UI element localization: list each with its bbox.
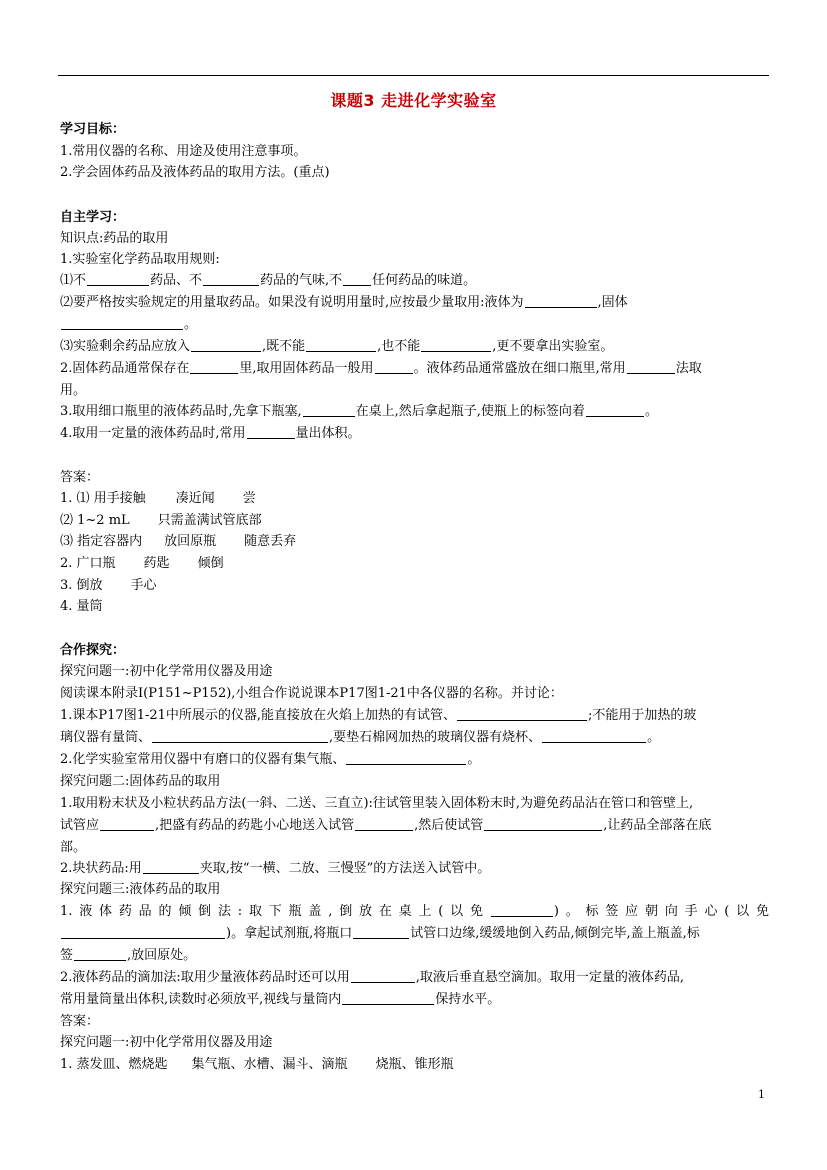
goal-item-2: 2.学会固体药品及液体药品的取用方法。(重点) [60,165,330,180]
answer-row: 2. 广口瓶 药匙 倾倒 [60,556,224,571]
answer-heading: 答案： [60,1014,100,1029]
answer-row: 1. ⑴ 用手接触 凑近闻 尝 [60,491,256,506]
rule-3: ⑶实验剩余药品应放入 ,既不能 ,也不能 ,更不要拿出实验室。 [60,339,614,354]
fill-blank[interactable] [353,925,409,939]
fill-blank[interactable] [586,403,644,417]
answer-row: 4. 量筒 [60,599,103,614]
inquiry-3-title: 探究问题三:液体药品的取用 [60,882,221,897]
inquiry-1-intro: 阅读课本附录Ⅰ(P151~P152),小组合作说说课本P17图1-21中各仪器的名称。并讨论： [60,686,563,701]
question-3: 3.取用细口瓶里的液体药品时,先拿下瓶塞, 在桌上,然后拿起瓶子,使瓶上的标签向着 。 [60,404,658,419]
page-number: 1 [758,1088,765,1101]
fill-blank[interactable] [342,991,434,1005]
inquiry-1-q1-cont: 璃仪器有量筒、 ,要垫石棉网加热的玻璃仪器有烧杯、 。 [60,730,661,745]
fill-blank[interactable] [351,969,415,983]
answer-row: 3. 倒放 手心 [60,578,157,593]
rule-2: ⑵要严格按实验规定的用量取药品。如果没有说明用量时,应按最少量取用:液体为 ,固体 [60,295,628,310]
fill-blank[interactable] [143,860,199,874]
fill-blank[interactable] [421,338,491,352]
answer-heading: 答案： [60,470,100,485]
section-heading-goals: 学习目标： [60,122,126,137]
inquiry-2-q1-cont: 试管应 ,把盛有药品的药匙小心地送入试管 ,然后使试管 ,让药品全部落在底 [60,818,712,833]
answer-row: 1. 蒸发皿、燃烧匙 集气瓶、水槽、漏斗、滴瓶 烧瓶、锥形瓶 [60,1057,454,1072]
rule-2-cont: 。 [60,315,769,335]
fill-blank[interactable] [61,316,183,330]
answer-row: ⑶ 指定容器内 放回原瓶 随意丢弃 [60,534,297,549]
fill-blank[interactable] [525,294,597,308]
fill-blank[interactable] [627,360,675,374]
fill-blank[interactable] [100,817,154,831]
knowledge-point: 知识点:药品的取用 [60,231,169,246]
fill-blank[interactable] [203,272,259,286]
fill-blank[interactable] [190,360,238,374]
fill-blank[interactable] [191,338,261,352]
fill-blank[interactable] [247,425,295,439]
fill-blank[interactable] [457,707,587,721]
fill-blank[interactable] [484,817,602,831]
header-rule [58,75,769,76]
fill-blank[interactable] [355,817,413,831]
inquiry-3-q2-cont: 常用量筒量出体积,读数时必须放平,视线与量筒内 保持水平。 [60,992,501,1007]
inquiry-3-q1-end: 签 ,放回原处。 [60,948,197,963]
fill-blank[interactable] [491,903,553,917]
rule-1: ⑴不 药品、不 药品的气味,不 任何药品的味道。 [60,273,477,288]
answer-subtitle: 探究问题一:初中化学常用仪器及用途 [60,1035,273,1050]
rules-intro: 1.实验室化学药品取用规则: [60,252,220,267]
section-heading-self-study: 自主学习： [60,210,126,225]
fill-blank[interactable] [61,925,225,939]
fill-blank[interactable] [303,403,355,417]
fill-blank[interactable] [542,729,646,743]
inquiry-2-q2: 2.块状药品:用 夹取,按“一横、二放、三慢竖”的方法送入试管中。 [60,861,491,876]
inquiry-2-q1-end: 部。 [60,840,87,855]
inquiry-1-q2: 2.化学实验室常用仪器中有磨口的仪器有集气瓶、 。 [60,752,481,767]
inquiry-3-q1-cont: )。拿起试剂瓶,将瓶口 试管口边缘,缓缓地倒入药品,倾倒完毕,盖上瓶盖,标 [60,924,769,944]
inquiry-3-q1: 1.液体药品的倾倒法:取下瓶盖,倒放在桌上(以免 )。标签应朝向手心(以免 [60,904,769,919]
question-2: 2.固体药品通常保存在 里,取用固体药品一般用 。液体药品通常盛放在细口瓶里,常用 法取 [60,361,702,376]
goal-item-1: 1.常用仪器的名称、用途及使用注意事项。 [60,144,307,159]
inquiry-1-q1: 1.课本P17图1-21中所展示的仪器,能直接放在火焰上加热的有试管、 ;不能用于加热的玻 [60,708,697,723]
fill-blank[interactable] [375,360,413,374]
fill-blank[interactable] [343,272,371,286]
inquiry-2-title: 探究问题二:固体药品的取用 [60,774,221,789]
fill-blank[interactable] [74,947,126,961]
document-title: 课题3 走进化学实验室 [330,91,497,110]
fill-blank[interactable] [306,338,376,352]
fill-blank[interactable] [152,729,328,743]
inquiry-3-q2: 2.液体药品的滴加法:取用少量液体药品时还可以用 ,取液后垂直悬空滴加。取用一定量的液体药品, [60,970,685,985]
answer-row: ⑵ 1~2 mL 只需盖满试管底部 [60,513,262,528]
fill-blank[interactable] [346,751,466,765]
section-heading-cooperation: 合作探究： [60,643,126,658]
fill-blank[interactable] [87,272,149,286]
inquiry-1-title: 探究问题一:初中化学常用仪器及用途 [60,664,273,679]
question-2-cont: 用。 [60,383,87,398]
inquiry-2-q1: 1.取用粉末状及小粒状药品方法(一斜、二送、三直立):往试管里装入固体粉末时,为避免药品沾在管口和管壁上, [60,796,694,811]
question-4: 4.取用一定量的液体药品时,常用 量出体积。 [60,426,361,441]
